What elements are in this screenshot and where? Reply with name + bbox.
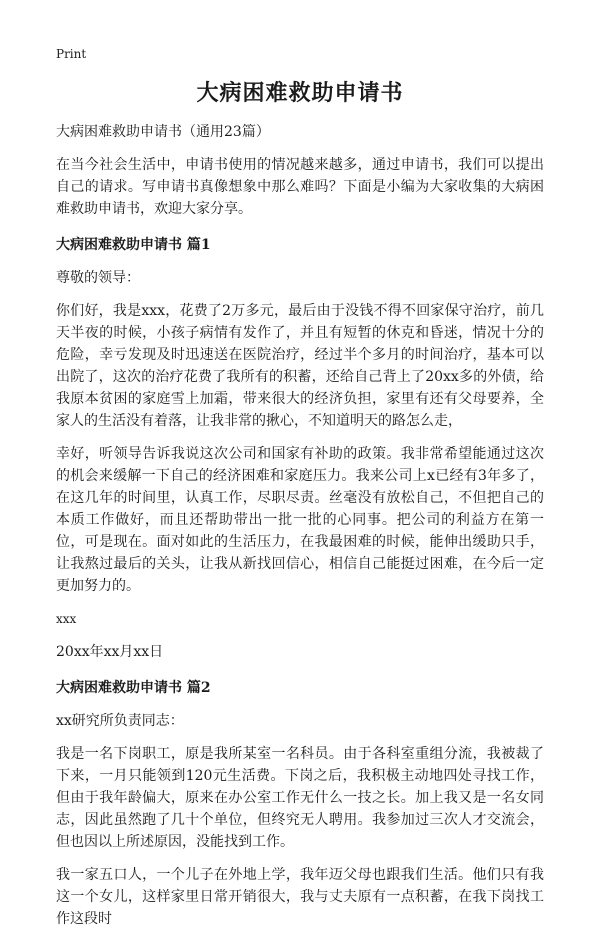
page-title: 大病困难救助申请书: [196, 80, 404, 106]
intro-paragraph: 在当今社会生活中，申请书使用的情况越来越多，通过申请书，我们可以提出自己的请求。写申请书真像想象中那么难吗？下面是小编为大家收集的大病困难救助申请书，欢迎大家分享。: [56, 157, 544, 217]
section-1: [56, 234, 544, 663]
section-heading: 大病困难救助申请书 篇1: [56, 237, 211, 253]
section-paragraph: 我一家五口人，一个儿子在外地上学，我年迈父母也跟我们生活。他们只有我这一个女儿，这样家里日常开销很大，我与丈夫原有一点积蓄，在我下岗找工作这段时: [56, 867, 544, 927]
date-line: 20xx年xx月xx日: [56, 644, 164, 660]
section-paragraph: 幸好，听领导告诉我说这次公司和国家有补助的政策。我非常希望能通过这次的机会来缓解一下自己的经济困难和家庭压力。我来公司上x已经有3年多了，在这几年的时间里，认真工作，尽职尽责。丝毫没有放松自己，不但把自己的本质工作做好，而且还帮助带出一批一批的心同事。把公司的利益方在第一位，可是现在。面对如此的生活压力，在我最困难的时候，能伸出缓助只手，让我熬过最后的关头，让我从新找回信心，相信自己能挺过困难，在今后一定更加努力的。: [56, 446, 544, 594]
signature: xxx: [56, 612, 77, 626]
section-2: [56, 677, 544, 930]
section-greeting: xx研究所负责同志：: [56, 713, 184, 729]
document-subtitle: 大病困难救助申请书（通用23篇）: [56, 124, 270, 140]
section-greeting: 尊敬的领导：: [56, 270, 140, 286]
section-paragraph: 你们好，我是xxx，花费了2万多元，最后由于没钱不得不回家保守治疗，前几天半夜的时候，小孩子病情有发作了，并且有短暂的休克和昏迷，情况十分的危险，幸亏发现及时迅速送在医院治疗，经过半个多月的时间治疗，基本可以出院了，这次的治疗花费了我所有的积蓄，还给自己背上了20xx多的外债，给我原本贫困的家庭雪上加霜，带来很大的经济负担，家里有还有父母要养，全家人的生活没有着落，让我非常的揪心，不知道明天的路怎么走，: [56, 303, 544, 429]
section-paragraph: 我是一名下岗职工，原是我所某室一名科员。由于各科室重组分流，我被裁了下来，一月只能领到120元生活费。下岗之后，我积极主动地四处寻找工作，但由于我年龄偏大，原来在办公室工作无什么一技之长。加上我又是一名女同志，因此虽然跑了几十个单位，但终究无人聘用。我参加过三次人才交流会，但也因以上所述原因，没能找到工作。: [56, 746, 544, 850]
document-body: [56, 121, 544, 941]
print-link[interactable]: Print: [56, 47, 87, 61]
section-heading: 大病困难救助申请书 篇2: [56, 680, 211, 696]
